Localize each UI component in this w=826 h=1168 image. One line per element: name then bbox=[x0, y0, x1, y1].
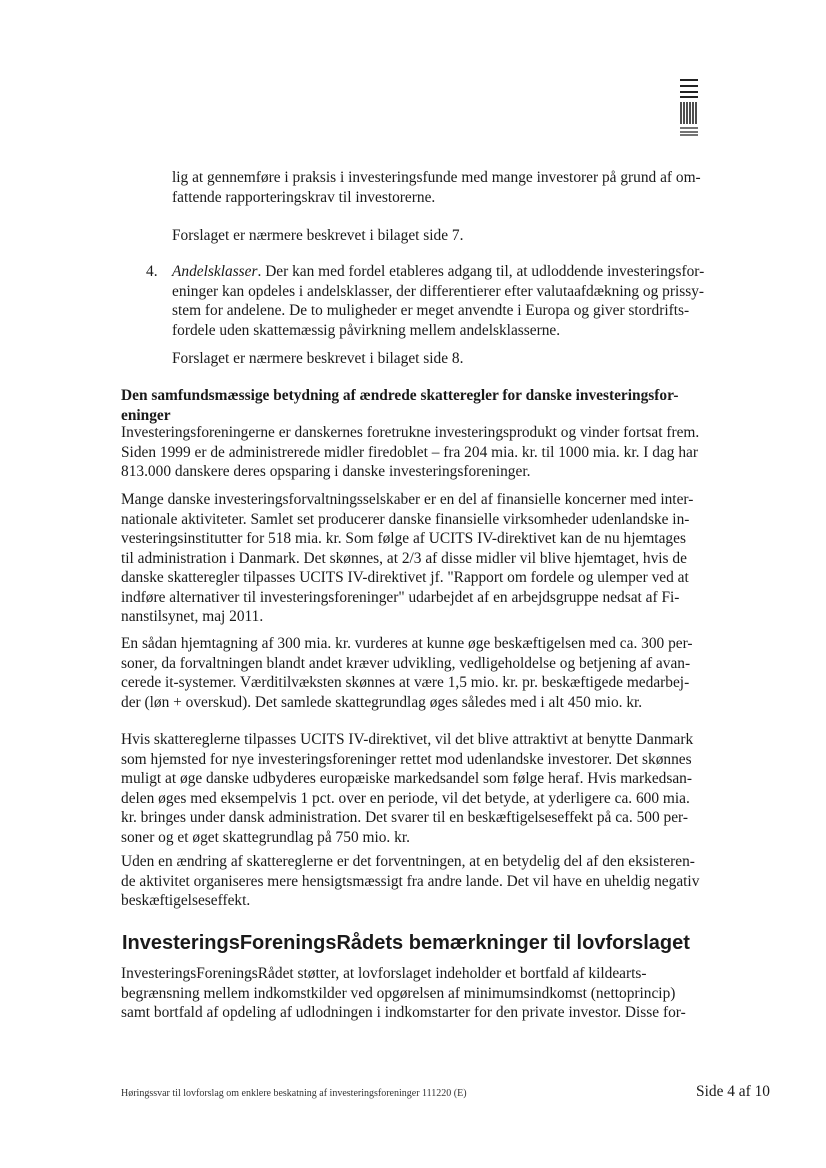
section-2-heading: InvesteringsForeningsRådets bemærkninger til lovforslaget bbox=[122, 932, 690, 954]
text-line: Investeringsforeningerne er danskernes foretrukne investeringsprodukt og vinder fortsat frem. bbox=[121, 424, 700, 441]
barcode-stamp bbox=[679, 78, 699, 136]
list-number: 4. bbox=[146, 263, 158, 280]
bilag-note-8: Forslaget er nærmere beskrevet i bilaget side 8. bbox=[172, 350, 464, 367]
text-line: samt bortfald af opdeling af udlodningen i indkomstarter for den private investor. Disse for- bbox=[121, 1004, 686, 1021]
text-line: eninger kan opdeles i andelsklasser, der differentierer efter valutaafdækning og prissy- bbox=[172, 282, 705, 300]
text-line: stem for andelene. De to muligheder er meget anvendte i Europa og giver stordrifts- bbox=[172, 302, 690, 319]
text-line: Andelsklasser. Der kan med fordel etableres adgang til, at udloddende investeringsfor- bbox=[172, 263, 705, 280]
text-line: begrænsning mellem indkomstkilder ved opgørelsen af minimumsindkomst (nettoprincip) bbox=[121, 984, 676, 1002]
footer-document-title: Høringssvar til lovforslag om enklere beskatning af investeringsforeninger 111220 (E) bbox=[121, 1088, 467, 1099]
text-line: beskæftigelseseffekt. bbox=[121, 892, 251, 909]
text-line: danske skatteregler tilpasses UCITS IV-direktivet jf. "Rapport om fordele og ulemper ved at bbox=[121, 569, 689, 586]
text-line: soner, da forvaltningen blandt andet kræver udvikling, vedligeholdelse og betjening af avan- bbox=[121, 654, 691, 672]
section-2-paragraph bbox=[121, 964, 729, 1023]
text-line: cerede it-systemer. Værditilvæksten skønnes at være 1,5 mio. kr. pr. beskæftigede medarbej- bbox=[121, 674, 690, 691]
text-line: delen øges med eksempelvis 1 pct. over en periode, vil det betyde, at yderligere ca. 600 mia. bbox=[121, 789, 690, 807]
paragraph-2 bbox=[121, 490, 729, 627]
text-line: lig at gennemføre i praksis i investeringsfunde med mange investorer på grund af om- bbox=[172, 169, 701, 186]
text-line: Siden 1999 er de administrerede midler firedoblet – fra 204 mia. kr. til 1000 mia. kr. I dag har bbox=[121, 443, 698, 461]
paragraph-1 bbox=[121, 423, 729, 482]
text-line: muligt at øge danske udbyderes europæiske markedsandel som følge heraf. Hvis markedsan- bbox=[121, 770, 693, 787]
paragraph-3 bbox=[121, 634, 729, 712]
page-number: Side 4 af 10 bbox=[696, 1083, 770, 1100]
paragraph-5 bbox=[121, 852, 729, 911]
item-title: Andelsklasser bbox=[172, 263, 258, 280]
bilag-note-7: Forslaget er nærmere beskrevet i bilaget side 7. bbox=[172, 227, 464, 244]
text-line: InvesteringsForeningsRådet støtter, at lovforslaget indeholder et bortfald af kildearts- bbox=[121, 965, 647, 982]
text-line: de aktivitet organiseres mere hensigtsmæssigt fra andre lande. Det vil have en uheldig negativ bbox=[121, 872, 700, 890]
list-continuation bbox=[172, 168, 724, 207]
text-line: En sådan hjemtagning af 300 mia. kr. vurderes at kunne øge beskæftigelsen med ca. 300 per- bbox=[121, 635, 693, 652]
text-line: 813.000 danskere deres opsparing i danske investeringsforeninger. bbox=[121, 463, 531, 480]
section-heading bbox=[121, 386, 729, 425]
text-line: Uden en ændring af skattereglerne er det forventningen, at en betydelig del af den eksisteren- bbox=[121, 853, 695, 870]
heading-line: eninger bbox=[121, 406, 171, 424]
text-line: nationale aktiviteter. Samlet set producerer danske finansielle virksomheder udenlandske in- bbox=[121, 510, 690, 528]
text-line: nanstilsynet, maj 2011. bbox=[121, 608, 264, 625]
text-line: som hjemsted for nye investeringsforeninger rettet mod udenlandske investorer. Det skønnes bbox=[121, 750, 692, 768]
heading-line: Den samfundsmæssige betydning af ændrede skatteregler for danske investeringsfor- bbox=[121, 387, 679, 404]
text-line: Hvis skattereglerne tilpasses UCITS IV-direktivet, vil det blive attraktivt at benytte Danmark bbox=[121, 731, 694, 748]
text-line: fordele uden skattemæssig påvirkning mellem andelsklasserne. bbox=[172, 321, 561, 339]
text-line: kr. bringes under dansk administration. Det svarer til en beskæftigelseseffekt på ca. 500 per- bbox=[121, 809, 688, 826]
text-line: til administration i Danmark. Det skønnes, at 2/3 af disse midler vil blive hjemtaget, hvis de bbox=[121, 549, 687, 567]
paragraph-4 bbox=[121, 730, 729, 847]
text-line: vesteringsinstitutter for 518 mia. kr. Som følge af UCITS IV-direktivet kan de nu hjemtages bbox=[121, 530, 686, 547]
text-line: soner og et øget skattegrundlag på 750 mio. kr. bbox=[121, 828, 410, 846]
text-line: fattende rapporteringskrav til investorerne. bbox=[172, 188, 436, 206]
text-line: indføre alternativer til investeringsforeninger" udarbejdet af en arbejdsgruppe nedsat af Fi- bbox=[121, 588, 680, 606]
text-line: der (løn + overskud). Det samlede skattegrundlag øges således med i alt 450 mio. kr. bbox=[121, 693, 643, 711]
text-line: Mange danske investeringsforvaltningsselskaber er en del af finansielle koncerner med inter- bbox=[121, 491, 694, 508]
